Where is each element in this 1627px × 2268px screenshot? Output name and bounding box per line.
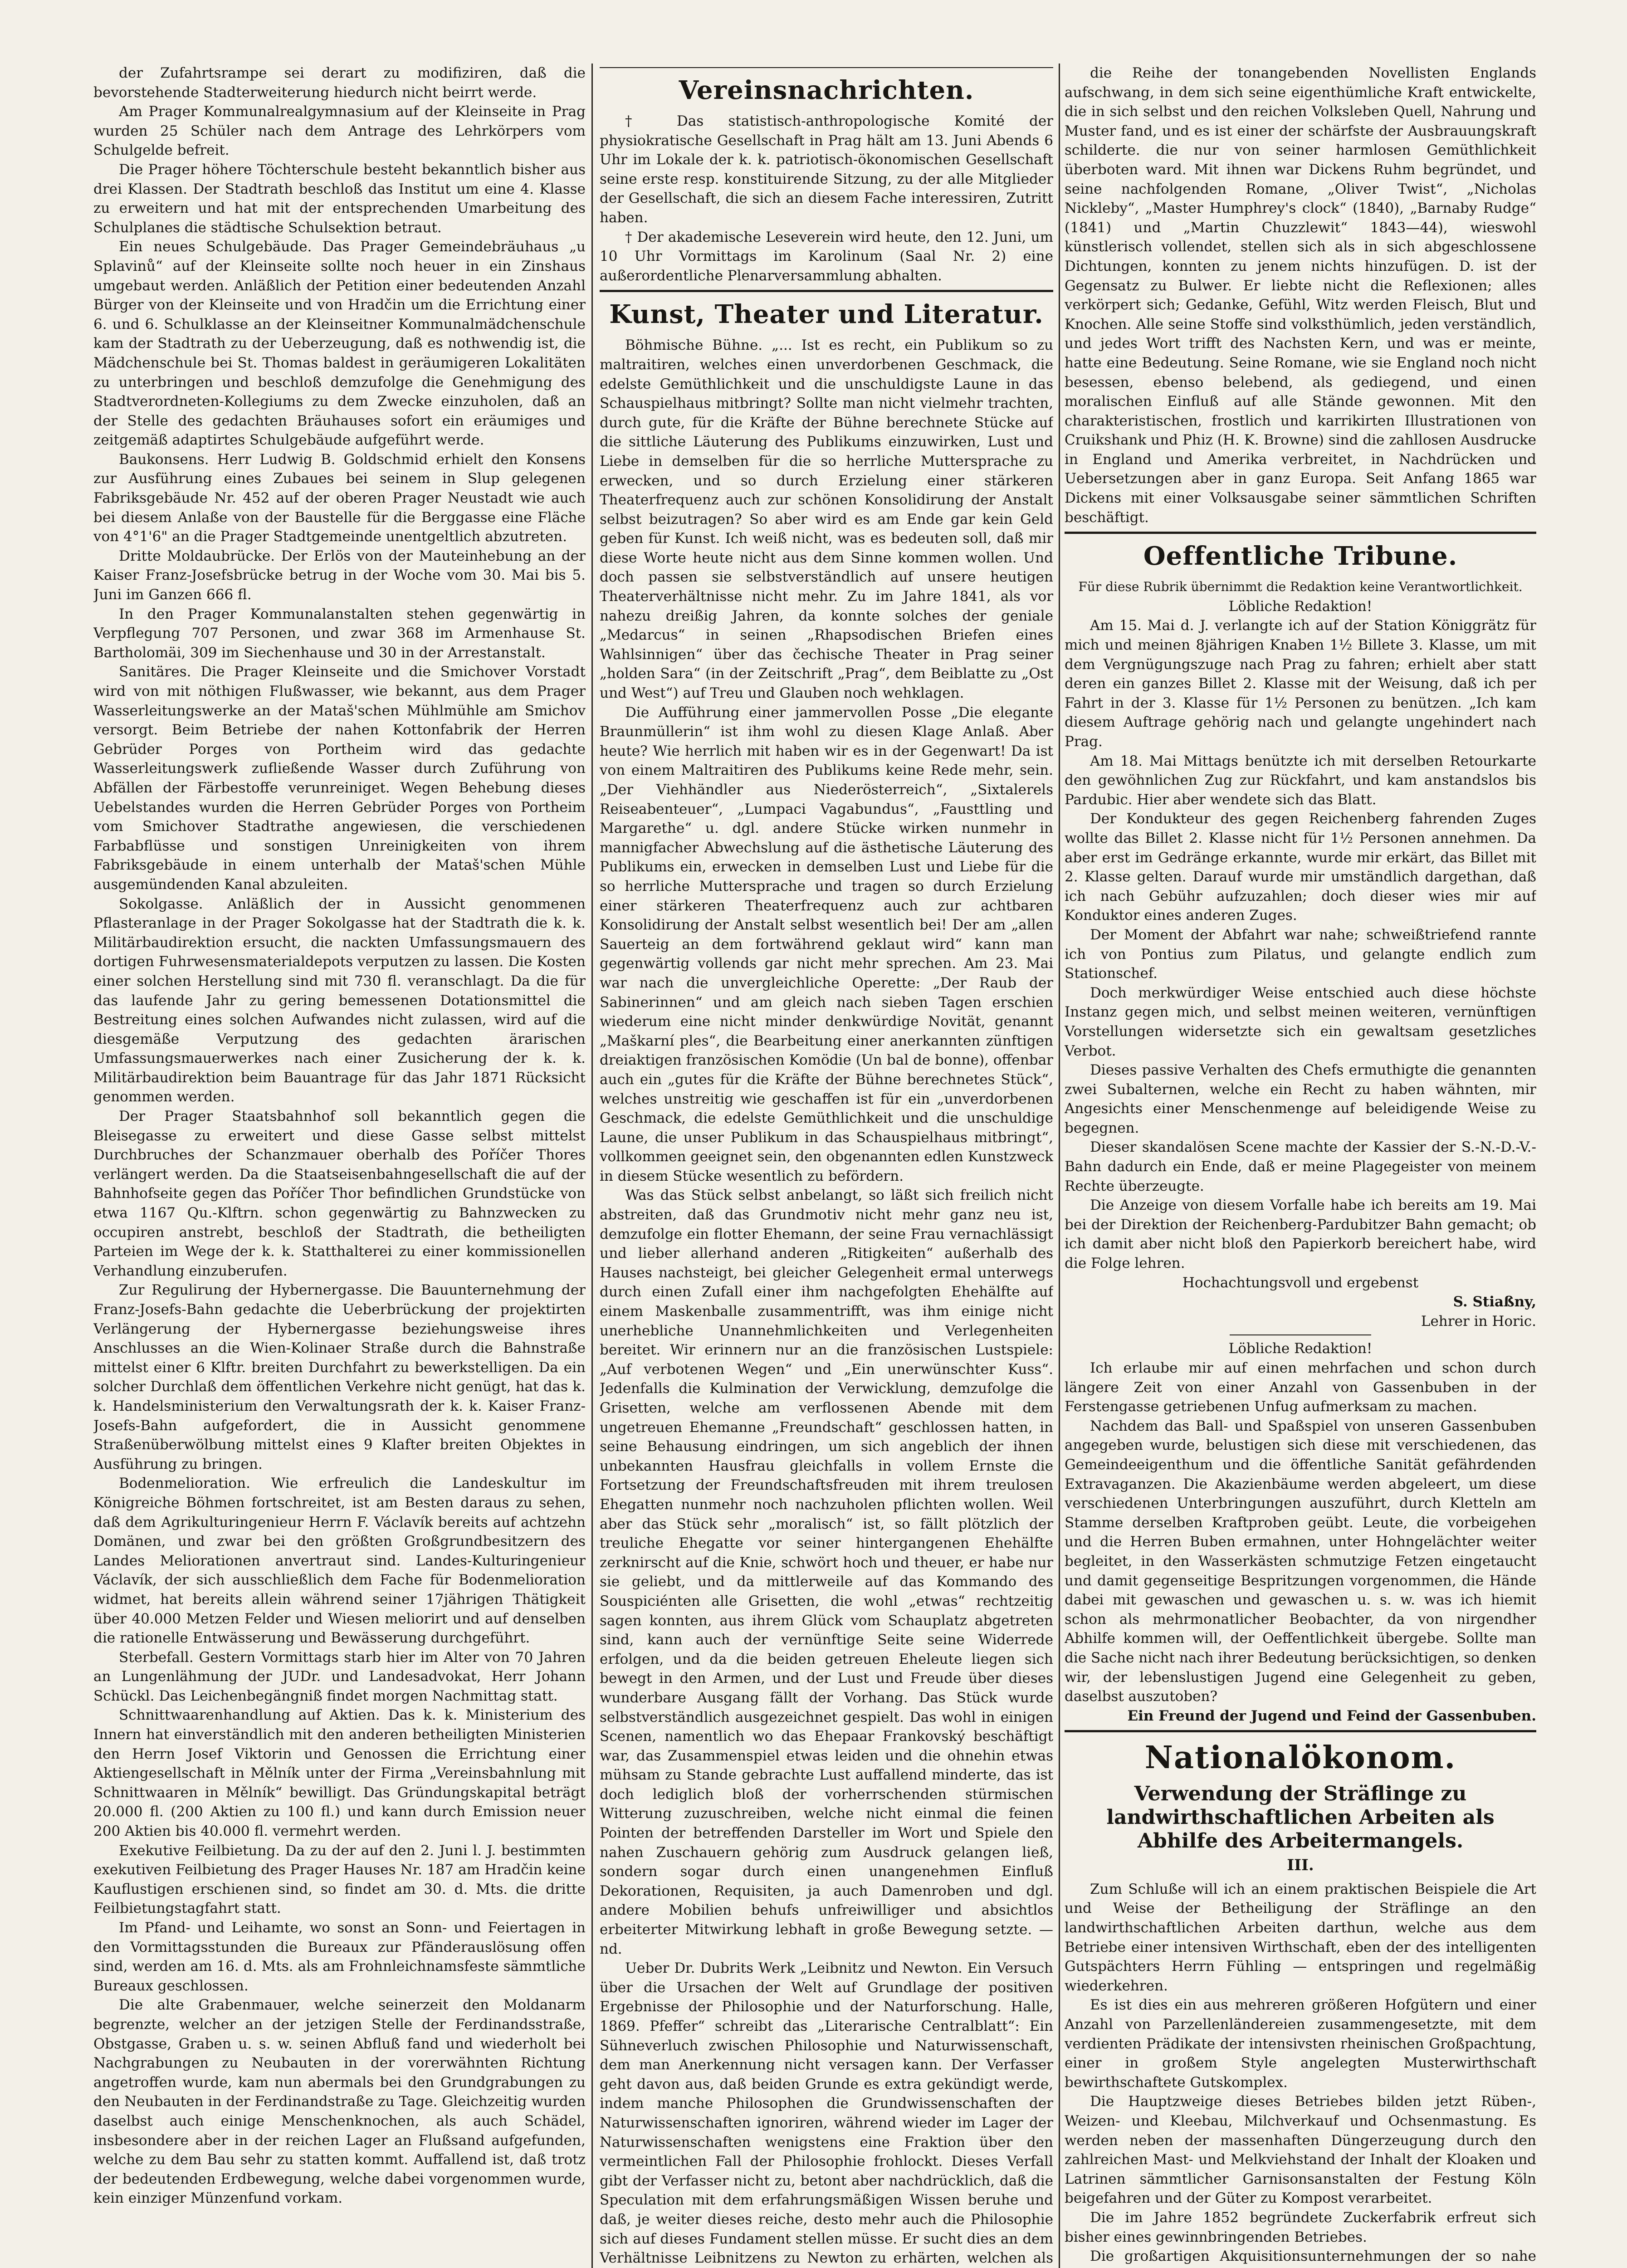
header-rule — [600, 67, 1053, 68]
article-section-number: III. — [1287, 1856, 1314, 1875]
letter-paragraph: Die Anzeige von diesem Vorfalle habe ich bereits am 19. Mai bei der Direktion der Reichenberg-Pardubitzer Bahn gemacht; ob ich damit aber nicht bloß den Papierkorb bereichert habe, wird die Folge lehren. — [1065, 1197, 1536, 1272]
kunst-paragraph: Die Aufführung einer jammervollen Posse „Die elegante Braunmüllerin“ ist ihm wohl zu diesen Klage Anlaß. Aber heute? Wie herrlich mit haben wir es in der Gegenwart! Da ist von einem Maltraitiren des Publikums keine Rede mehr, sein. „Der Viehhändler aus Niederösterreich“, „Sixtalerels Reiseabenteuer“, „Lumpaci Vagabundus“, „Fausttling und Margarethe“ u. dgl. andere Stücke wirken nunmehr in mannigfacher Abwechslung auf die ästhetische Läuterung des Publikums ein, erwecken in demselben Lust und Liebe für die so herrliche Muttersprache und tragen so durch Erzielung einer stärkeren Theaterfrequenz auch zur achtbaren Konsolidirung der Anstalt selbst wesentlich bei! Der am „allen Sauerteig an dem fortwährend geklaut wird“ kann man gegenwärtig vollends gar nicht mehr sprechen. Am 23. Mai war nach die unvergleichliche Operette: „Der Raub der Sabinerinnen“ und am gleich nach sieben Tagen erschien wiederum eine nicht minder denkwürdige Novität, genannt „Maškarní ples“, die Bearbeitung einer anerkannten zünftigen dreiaktigen französischen Komödie (Un bal de bonne), offenbar auch ein „gutes für die Kräfte der Bühne berechnetes Stück“, welches unstreitig wie geschaffen ist für ein „unverdorbenen Geschmack, die edelste Gemüthlichkeit und die unschuldige Laune, die unser Publikum in das Schauspielhaus mitbringt“, vollkommen geeignet sein, den obgenannten edlen Kunstzweck in diesem Stücke wesentlich zu befördern. — [600, 704, 1053, 1184]
letter2-salutation: Löbliche Redaktion! — [1228, 1340, 1373, 1357]
letter1-closing: Hochachtungsvoll und ergebenst — [1182, 1274, 1419, 1291]
vereins-paragraph: † Das statistisch-anthropologische Komité der physiokratische Gesellschaft in Prag hält am 13. Juni Abends 6 Uhr im Lokale der k. k. patriotisch-ökonomischen Gesellschaft seine erste resp. konstituirende Sitzung, zu der alle Mitglieder der Gesellschaft, die sich an diesem Fache interessiren, Zutritt haben. — [600, 113, 1053, 226]
news-paragraph: Die Prager höhere Töchterschule besteht bekanntlich bisher aus drei Klassen. Der Stadtrath beschloß das Institut um eine 4. Klasse zu erweitern und hat mit der entsprechenden Umarbeitung des Schulplanes die städtische Schulsektion betraut. — [93, 161, 586, 236]
letter-paragraph: Der Moment der Abfahrt war nahe; schweißtriefend rannte ich von Pontius zum Pilatus, und gelangte endlich zum Stationschef. — [1065, 926, 1536, 982]
column-tribune-economy — [1065, 64, 1536, 2268]
column-rule-left — [591, 64, 593, 2268]
letter-paragraph: Dieser skandalösen Scene machte der Kassier der S.-N.-D.-V.-Bahn dadurch ein Ende, daß er meine Plagegeister von meinem Rechte überzeugte. — [1065, 1139, 1536, 1194]
heading-vereinsnachrichten: Vereinsnachrichten. — [679, 75, 974, 105]
news-paragraph: der Zufahrtsrampe sei derart zu modifiziren, daß die bevorstehende Stadterweiterung hiedurch nicht beirrt werde. — [93, 65, 586, 101]
letter2-signature: Ein Freund der Jugend und Feind der Gassenbuben. — [1127, 1707, 1536, 1724]
column-rule-right — [1059, 64, 1060, 2268]
national-body — [1065, 1880, 1536, 2268]
news-paragraph: Bodenmelioration. Wie erfreulich die Landeskultur im Königreiche Böhmen fortschreitet, ist am Besten daraus zu sehen, daß dem Agrikulturingenieur Herrn F. Václavík bereits auf achtzehn Domänen, und zwar bei den größten Großgrundbesitzern des Landes Meliorationen anvertraut sind. Landes-Kulturingenieur Václavík, der sich ausschließlich dem Fache für Bodenmelioration widmet, hat bereits allein während seiner 17jährigen Thätigkeit über 40.000 Metzen Felder und Wiesen meliorirt und auf denselben die rationelle Entwässerung und Bewässerung durchgeführt. — [93, 1475, 586, 1647]
dickens-paragraph: die Reihe der tonangebenden Novellisten Englands aufschwang, in dem sich seine eigenthümliche Kraft entwickelte, die in sich selbst und den reichen Volksleben Quell, Nahrung und Muster fand, und es ist einer der schärfste der Ausbrauungskraft schilderte. die nur von seiner harmlosen Gemüthlichkeit überboten ward. Mit ihnen war Dickens Ruhm begründet, und seine nachfolgenden Romane, „Oliver Twist“, „Nicholas Nickleby“, „Master Humphrey's clock“ (1840), „Barnaby Rudge“ (1841) und „Martin Chuzzlewit“ 1843—44), wieswohl künstlerisch vollendet, stellen sich als in sich abgeschlossene Dichtungen, konnten zu jenem nichts hinzufügen. D. ist der Gegensatz zu Bulwer. Er liebte nicht die Reflexionen; alles verkörpert sich; Gedanke, Gefühl, Witz werden Fleisch, Blut und Knochen. Alle seine Stoffe sind volksthümlich, jeden verständlich, und jedes Wort trifft des Nachsten Kern, und was er meinte, hatte eine Bedeutung. Seine Romane, wie sie England noch nicht besessen, ebenso belebend, als gediegend, und einen moralischen Einfluß auf alle Stände gewonnen. Mit den charakteristischen, frostlich und karrikirten Illustrationen von Cruikshank und Phiz (H. K. Browne) sind die zahllosen Ausdrucke in England und Amerika verbreitet, in Nachdrücken und Uebersetzungen aber in ganz Europa. Seit Anfang 1865 war Dickens mit einer Volksausgabe seiner sämmtlichen Schriften beschäftigt. — [1065, 65, 1536, 526]
dickens-continuation — [1065, 64, 1536, 527]
article-paragraph: Die im Jahre 1852 begründete Zuckerfabrik erfreut sich bisher eines gewinnbringenden Betriebes. — [1065, 2209, 1536, 2245]
letter1-signature: S. Stiaßny, — [1453, 1294, 1536, 1310]
news-paragraph: Dritte Moldaubrücke. Der Erlös von der Mauteinhebung an der Kaiser Franz-Josefsbrücke betrug in der Woche vom 30. Mai bis 5. Juni im Ganzen 666 fl. — [93, 547, 586, 603]
column-culture — [600, 64, 1053, 2268]
tribune-disclaimer: Für diese Rubrik übernimmt die Redaktion keine Verantwortlichkeit. — [1078, 579, 1523, 595]
heading-kunst-theater-literatur: Kunst, Theater und Literatur. — [609, 299, 1044, 330]
news-paragraph: Sanitäres. Die Prager Kleinseite und die Smichover Vorstadt wird von mit nöthigen Flußwasser, wie bekannt, aus dem Prager Wasserleitungswerke an der Mataš'schen Mühlmühle am Smichov versorgt. Beim Betriebe der nahen Kottonfabrik der Herren Gebrüder Porges von Portheim wird das gedachte Wasserleitungswerk zufließende Wasser durch Zuführung von Abfällen der Färbestoffe verunreiniget. Wegen Behebung dieses Uebelstandes wurden die Herren Gebrüder Porges von Portheim vom Smichover Stadtrathe angewiesen, die verschiedenen Farbabflüsse und sonstigen Unreinigkeiten von ihrem Fabriksgebäude in einem unterhalb der Mataš'schen Mühle ausgemündenden Kanal abzuleiten. — [93, 664, 586, 893]
kunst-section — [600, 336, 1053, 2268]
letter-paragraph: Am 15. Mai d. J. verlangte ich auf der Station Königgrätz für mich und meinen 8jährigen Knaben 1½ Billete 3. Klasse, um mit dem Vergnügungszuge nach Prag zu fahren; erhielt aber statt deren ein ganzes Billet 2. Klasse mit der Weisung, daß ich per Fahrt in der 3. Klasse für 1½ Personen zu benützen. „Ich kam diesem Auftrage gehörig nach und gelangte ungehindert nach Prag. — [1065, 617, 1536, 750]
vereins-paragraph: † Der akademische Leseverein wird heute, den 12. Juni, um 10 Uhr Vormittags im Karolinum (Saal Nr. 2) eine außerordentliche Plenarversammlung abhalten. — [600, 229, 1053, 284]
letter-paragraph: Dieses passive Verhalten des Chefs ermuthigte die genannten zwei Subalternen, welche ein Recht zu haben wähnten, mir Angesichts einer Menschenmenge auf beleidigende Weise zu begegnen. — [1065, 1062, 1536, 1136]
news-paragraph: Der Prager Staatsbahnhof soll bekanntlich gegen die Bleisegasse zu erweitert und diese Gasse selbst mittelst Durchbruches der Schanzmauer oberhalb des Poříčer Thores verlängert werden. Da die Staatseisenbahngesellschaft die auf der Bahnhofseite gegen das Poříčer Thor befindlichen Grundstücke von etwa 1167 Qu.-Klftrn. schon gegenwärtig zu Bahnzwecken zu occupiren anstrebt, beschloß der Stadtrath, die betheiligten Parteien im Wege der k. k. Statthalterei zu einer kommissionellen Verhandlung einzuberufen. — [93, 1108, 586, 1279]
kunst-paragraph: Ueber Dr. Dubrits Werk „Leibnitz und Newton. Ein Versuch über die Ursachen der Welt auf Grundlage der positiven Ergebnisse der Philosophie und der Naturforschung. Halle, 1869. Pfeffer“ schreibt das „Literarische Centralblatt“: Ein Sühneverluch zwischen Philosophie und Naturwissenschaft, dem man Anerkennung nicht versagen kann. Der Verfasser geht davon aus, daß beiden Grunde es extra gekündigt werde, indem manche Philosophen die Grundwissenschaften der Naturwissenschaften ignoriren, während wieder im Lager der Naturwissenschaften wenigstens eine Fraktion über den vermeintlichen Fall der Philosophie frohlockt. Dieses Verfall gibt der Verfasser nicht zu, betont aber nachdrücklich, daß die Speculation mit dem erfahrungsmäßigen Wissen beruhe und daß, je weiter dieses reiche, desto mehr auch die Philosophie sich auf dieses Fundament stellen müsse. Er sucht dies an dem Verhältnisse Leibnitzens zu Newton zu erhärten, welchen als — [600, 1960, 1053, 2267]
column-local-news — [93, 64, 586, 2268]
article-title: Verwendung der Sträflinge zu landwirthschaftlichen Arbeiten als Abhilfe des Arbeitermangels. — [1106, 1782, 1495, 1853]
heading-oeffentliche-tribune: Oeffentliche Tribune. — [1143, 541, 1458, 572]
news-paragraph: Die alte Grabenmauer, welche seinerzeit den Moldanarm begrenzte, welcher an der jetzigen Stelle der Ferdinandsstraße, Obstgasse, Graben u. s. w. seinen Abfluß fand und wiederholt bei Nachgrabungen zu Neubauten in der vorerwähnten Richtung angetroffen wurde, kam nun abermals bei den Grundgrabungen zu den Neubauten in der Ferdinandstraße zu Tage. Gleichzeitig wurden daselbst auch einige Menschenknochen, als auch Schädel, insbesondere aber in der reichen Lager an Flußsand aufgefunden, welche zu dem Bau sehr zu statten kommt. Auffallend ist, daß trotz der bedeutenden Erdbewegung, welche dabei vorgenommen wurde, kein einziger Münzenfund vorkam. — [93, 1997, 586, 2207]
letter2-body — [1065, 1359, 1536, 1706]
letter-paragraph: Der Kondukteur des gegen Reichenberg fahrenden Zuges wollte das Billet 2. Klasse nicht für 1½ Personen annehmen. Da aber erst im Gedränge erkannte, wurde mir erkärt, das Billet mit 2. Klasse gelten. Darauf wurde mir umständlich dargethan, daß ich nach Gebühr aufzuzahlen; doch dieser wies mir auf Konduktor eines anderen Zuges. — [1065, 811, 1536, 924]
letter1-body — [1065, 616, 1536, 1273]
letter1-salutation: Löbliche Redaktion! — [1228, 598, 1373, 615]
news-paragraph: Sokolgasse. Anläßlich der in Aussicht genommenen Pflasteranlage in der Prager Sokolgasse hat der Stadtrath die k. k. Militärbaudirektion ersucht, die nackten Umfassungsmauern des dortigen Fuhrwesensmaterialdepots verputzen zu lassen. Die Kosten einer solchen Herstellung sind mit 730 fl. veranschlagt. Da die für das laufende Jahr zu gering bemessenen Dotationsmittel die Bestreitung eines solchen Aufwandes nicht zulassen, wird auf die diesgemäße Verputzung des gedachten ärarischen Umfassungsmauerwerkes nach einer Zusicherung der k. k. Militärbaudirektion beim Bauantrage für das Jahr 1871 Rücksicht genommen werden. — [93, 895, 586, 1105]
vereins-section — [600, 112, 1053, 285]
news-paragraph: Sterbefall. Gestern Vormittags starb hier im Alter von 70 Jahren an Lungenlähmung der JUDr. und Landesadvokat, Herr Johann Schückl. Das Leichenbegängniß findet morgen Nachmittag statt. — [93, 1649, 586, 1704]
article-paragraph: Es ist dies ein aus mehreren größeren Hofgütern und einer Anzahl von Parzellenländereien zusammengesetzte, mit dem verdienten Prädikate der intensivsten rheinischen Großpachtung, einer in großem Style angelegten Musterwirthschaft bewirthschaftete Gutskomplex. — [1065, 1997, 1536, 2091]
kunst-paragraph: Böhmische Bühne. „... Ist es recht, ein Publikum so zu maltraitiren, welches einen unverdorbenen Geschmack, die edelste Gemüthlichkeit und die unschuldigste Laune in das Schauspielhaus mitbringt? Sollte man nicht vielmehr trachten, durch gute, für die Kräfte der Bühne berechnete Stücke auf die sittliche Läuterung des Publikums einzuwirken, Lust und Liebe in demselben für die so herrliche Muttersprache zu erwecken, und so durch Erzielung einer stärkeren Theaterfrequenz auch zur schönen Konsolidirung der Anstalt selbst beizutragen? So aber wird es am Ende gar kein Geld geben für Kunst. Ich weiß nicht, was es bedeuten soll, daß mir diese Worte heute nicht aus dem Sinne kommen wollen. Und doch passen sie selbstverständlich auf unsere heutigen Theaterverhältnisse nicht mehr. Zu im Jahre 1841, als vor nahezu dreißig Jahren, da konnte solches der geniale „Medarcus“ in seinen „Rhapsodischen Briefen eines Wahlsinnigen“ über das čechische Theater in Prag seiner „holden Sara“ (in der Zeitschrift „Prag“, dem Beiblatte zu „Ost und West“) auf Treu und Glauben noch wehklagen. — [600, 337, 1053, 702]
news-paragraph: In den Prager Kommunalanstalten stehen gegenwärtig in Verpflegung 707 Personen, und zwar 368 im Armenhause St. Bartholomäi, 309 im Siechenhause und 30 in der Arrestanstalt. — [93, 606, 586, 661]
news-paragraph: Ein neues Schulgebäude. Das Prager Gemeindebräuhaus „u Splavinů“ auf der Kleinseite sollte noch heuer in ein Zinshaus umgebaut werden. Anläßlich der Petition einer bedeutenden Anzahl Bürger von der Kleinseite und von Hradčin um die Errichtung einer 6. und 6. Schulklasse an der Kleinseitner Kommunalmädchenschule kam der Stadtrath zu der Ueberzeugung, daß es nothwendig ist, die Mädchenschule bei St. Thomas baldest in geräumigeren Lokalitäten zu unterbringen und beschloß demzufolge die Genehmigung des Stadtverordneten-Kollegiums zu dem Zwecke einzuholen, daß an der Stelle des gedachten Bräuhauses sofort ein eräumiges und zeitgemäß adaptirtes Schulgebäude aufgeführt werde. — [93, 239, 586, 449]
article-paragraph: Die großartigen Akquisitionsunternehmungen der so nahe — [1090, 2248, 1536, 2265]
news-paragraph: Im Pfand- und Leihamte, wo sonst an Sonn- und Feiertagen in den Vormittagsstunden die Bureaux zur Pfänderauslösung offen sind, werden am 16. d. Mts. als am Frohnleichnamsfeste sämmtliche Bureaux geschlossen. — [93, 1920, 586, 1994]
kunst-paragraph: Was das Stück selbst anbelangt, so läßt sich freilich nicht abstreiten, daß das Grundmotiv nicht mehr ganz neu ist, demzufolge ein flotter Ehemann, der seine Frau vernachlässigt und lieber allerhand anderen „Ritigkeiten“ außerhalb des Hauses nachsteigt, bei gleicher Gelegenheit ermal unterwegs durch einen Zufall einer ihm nachgefolgten Ehehälfte auf einem Maskenballe zusammentrifft, was ihm einige nicht unerhebliche Unannehmlichkeiten und Verlegenheiten bereitet. Wir erinnern nur an die französischen Lustspiele: „Auf verbotenen Wegen“ und „Ein unerwünschter Kuss“. Jedenfalls die Kulmination der Verwicklung, demzufolge die Grisetten, welche am verflossenen Abende mit dem ungetreuen Ehemanne „Freundschaft“ geschlossen hatten, in seine Behausung eindringen, um sich angeblich der ihnen unbekannten Hausfrau gleichfalls in vollem Ernste die Fortsetzung der Freundschaftsfreuden mit ihrem treulosen Ehegatten nunmehr noch nachzuholen pflichten wollen. Weil aber das Stück sehr „moralisch“ ist, so fällt plötzlich der treuliche Ehegatte vor seiner hintergangenen Ehehälfte zerknirscht auf die Knie, schwört hoch und theuer, er habe nur sie geliebt, und da mittlerweile auf das Kommando des Souspiciénten alle Grisetten, die wohl „etwas“ rechtzeitig sagen konnten, aus ihrem Glück vom Schauplatz abgetreten sind, kann auch der vernünftige Seite seine Widerrede erfolgen, und da die beiden getreuen Eheleute liegen sich bewegt in den Armen, und der Lust und Freude über dieses wunderbare Ausgang fällt der Vorhang. Das Stück wurde selbstverständlich ausgezeichnet gespielt. Das wohl in einigen Scenen, namentlich wo das Ehepaar Frankovský beschäftigt war, das Zusammenspiel etwas leiden und die ohnehin etwas mühsam zu Stande gebrachte Lust auffallend minderte, das ist doch lediglich bloß der vorherrschenden stürmischen Witterung zuzuschreiben, welche nicht einmal die feinen Pointen der betreffenden Darsteller im Wort und Spiele den nahen Zuschauern gehörig zum Ausdruck gelangen ließ, sondern sogar durch einen unangenehmen Einfluß Dekorationen, Requisiten, ja auch Damenroben und dgl. andere Mobilien behufs unfreiwilliger und absichtlos erbeiterter Mitwirkung lebhaft in große Bewegung setzte. — nd. — [600, 1187, 1053, 1957]
heading-nationaloekonom: Nationalökonom. — [1144, 1740, 1456, 1776]
news-paragraph: Zur Regulirung der Hybernergasse. Die Bauunternehmung der Franz-Josefs-Bahn gedachte die Ueberbrückung der projektirten Verlängerung der Hybernergasse beziehungsweise ihres Anschlusses an die Wien-Kolinaer Straße durch die Bahnstraße mittelst einer 6 Klftr. breiten Durchfahrt zu bewerkstelligen. Da ein solcher Durchlaß dem öffentlichen Verkehre nicht genügt, hat das k. k. Handelsministerium den Verwaltungsrath der k. k. Kaiser Franz-Josefs-Bahn aufgefordert, die in Aussicht genommene Straßenüberwölbung mittelst eines 9 Klafter breiten Objektes in Ausführung zu bringen. — [93, 1282, 586, 1472]
letter-paragraph: Nachdem das Ball- und Spaßspiel von unseren Gassenbuben angegeben wurde, belustigen sich diese mit verschiedenen, das Gemeindeeigenthum und die öffentliche Sanität gefährdenden Extravaganzen. Die Akazienbäume werden abgeleert, um diese verschiedenen Unterbringungen auszuführt, durch Kletteln am Stamme derselben Kraftproben geübt. Leute, die vorbeigehen und die Herren Buben ermahnen, unter Hohngelächter weiter begleitet, in den Wasserkästen schmutzige Fetzen eingetaucht und damit gegenseitige Bespritzungen vorgenommen, die Hände dabei mit gewaschen und gewaschen u. s. w. was ich hiemit schon als mehrmonatlicher Beobachter, da von nirgendher Abhilfe kommen will, der Oeffentlichkeit übergebe. Sollte man die Sache nicht nach ihrer Bedeutung berücksichtigen, so denken wir, der lebenslustigen Jugend eine Gelegenheit zu geben, daselbst auszutoben? — [1065, 1418, 1536, 1705]
letter1-signature-title: Lehrer in Horic. — [1421, 1313, 1536, 1330]
letter-paragraph: Doch merkwürdiger Weise entschied auch diese höchste Instanz gegen mich, und selbst meinen weiteren, vernünftigen Vorstellungen widersetzte sich ein gewaltsam gesetzliches Verbot. — [1065, 984, 1536, 1059]
section-rule — [1065, 532, 1536, 534]
news-paragraph: Baukonsens. Herr Ludwig B. Goldschmid erhielt den Konsens zur Ausführung eines Zubaues bei seinem in Slup gelegenen Fabriksgebäude Nr. 452 auf der oberen Prager Neustadt wie auch bei diesem Anlaße von der Baustelle für die Berggasse eine Fläche von 4°1'6" an die Prager Stadtgemeinde unentgeltlich abzutreten. — [93, 451, 586, 545]
section-rule — [1065, 1730, 1536, 1732]
news-paragraph: Schnittwaarenhandlung auf Aktien. Das k. k. Ministerium des Innern hat einverständlich mit den anderen betheiligten Ministerien den Herrn Josef Viktorin und Genossen die Errichtung einer Aktiengesellschaft in Mělník unter der Firma „Vereinsbahnlung mit Schnittwaaren in Mělník“ bewilligt. Das Gründungskapital beträgt 20.000 fl. (200 Aktien zu 100 fl.) und kann durch Emission neuer 200 Aktien bis 40.000 fl. vermehrt werden. — [93, 1707, 586, 1840]
news-paragraph: Exekutive Feilbietung. Da zu der auf den 2. Juni l. J. bestimmten exekutiven Feilbietung des Prager Hauses Nr. 187 am Hradčin keine Kauflustigen erschienen sind, so findet am 30. d. Mts. die dritte Feilbietungstagfahrt statt. — [93, 1842, 586, 1917]
article-paragraph: Die Hauptzweige dieses Betriebes bilden jetzt Rüben-, Weizen- und Kleebau, Milchverkauf und Ochsenmastung. Es werden neben der massenhaften Düngerzeugung durch den zahlreichen Mast- und Melkviehstand der Inhalt der Kloaken und Latrinen sämmtlicher Garnisonsanstalten der Festung Köln beigefahren und der Güter zu Kompost verarbeitet. — [1065, 2093, 1536, 2207]
article-paragraph: Zum Schluße will ich an einem praktischen Beispiele die Art und Weise der Betheiligung der Sträflinge an den landwirthschaftlichen Arbeiten darthun, welche aus dem Betriebe einer intensiven Wirthschaft, eben der des intelligenten Gutspächters Herrn Fühling — entspringen und regelmäßig wiederkehren. — [1065, 1881, 1536, 1994]
letter-paragraph: Ich erlaube mir auf einen mehrfachen und schon durch längere Zeit von einer Anzahl von Gassenbuben in der Ferstengasse getriebenen Unfug aufmerksam zu machen. — [1065, 1360, 1536, 1415]
letter-rule — [1230, 1334, 1371, 1335]
section-rule — [600, 290, 1053, 292]
news-paragraph: Am Prager Kommunalrealgymnasium auf der Kleinseite in Prag wurden 25 Schüler nach dem Antrage des Lehrkörpers vom Schulgelde befreit. — [93, 103, 586, 159]
letter-paragraph: Am 18. Mai Mittags benützte ich mit derselben Retourkarte den gewöhnlichen Zug zur Rückfahrt, und kam anstandslos bis Pardubic. Hier aber wendete sich das Blatt. — [1065, 753, 1536, 808]
